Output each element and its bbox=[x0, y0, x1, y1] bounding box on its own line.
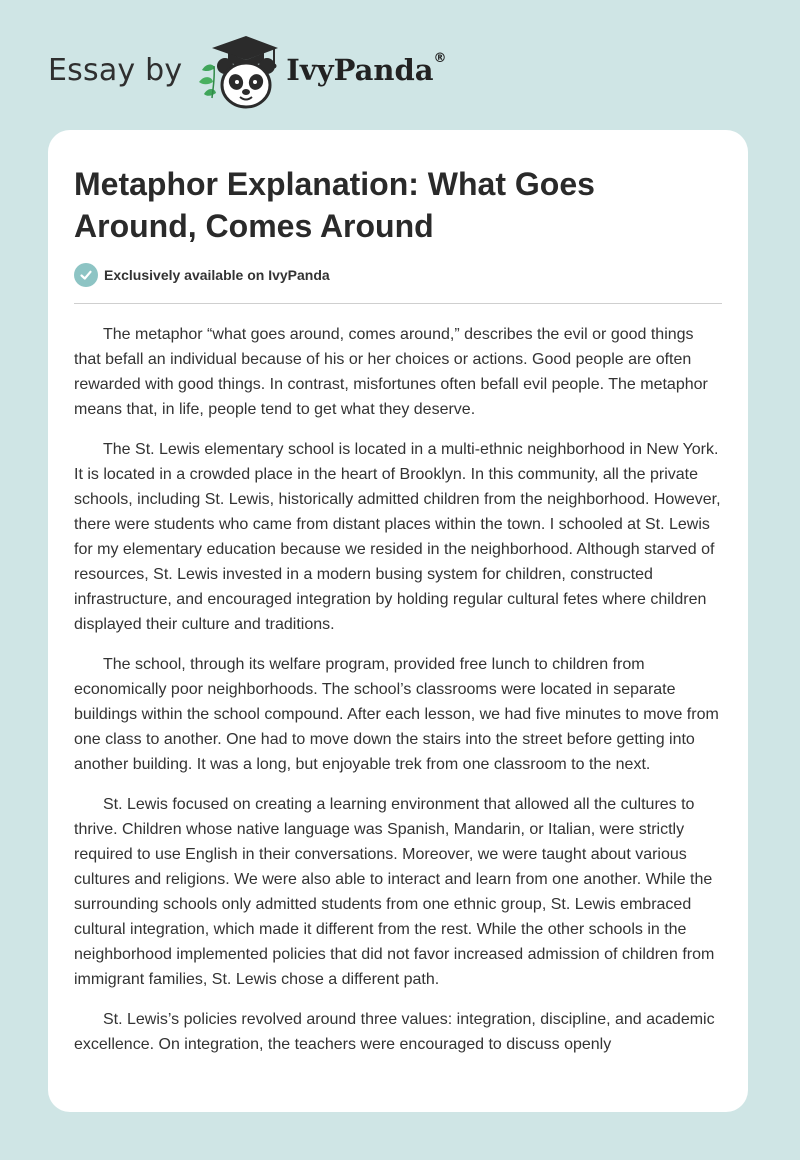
brand-name[interactable] bbox=[286, 53, 446, 87]
divider bbox=[74, 303, 722, 304]
brand-text: IvyPanda bbox=[286, 53, 434, 87]
essay-body bbox=[74, 322, 724, 1072]
paragraph: The St. Lewis elementary school is located in a multi-ethnic neighborhood in New York. It is located in a crowded place in the heart of Brooklyn. In this community, all the private schools, including St. Lewis, historically admitted children from the neighborhood. However, there were students who came from distant places within the town. I schooled at St. Lewis for my elementary education because we resided in the neighborhood. Although starved of resources, St. Lewis invested in a modern busing system for children, constructed infrastructure, and encouraged integration by holding regular cultural fetes where children displayed their culture and traditions. bbox=[74, 441, 721, 633]
panda-graduate-icon[interactable] bbox=[196, 30, 282, 110]
paragraph: St. Lewis focused on creating a learning environment that allowed all the cultures to thrive. Children whose native language was Spanish, Mandarin, or Italian, were strictly required to use English in their conversations. Moreover, we were taught about various cultures and religions. We were also able to interact and learn from one another. While the surrounding schools only admitted students from one ethnic group, St. Lewis embraced cultural integration, which made it different from the rest. While the other schools in the neighborhood implemented policies that did not favor increased admission of children from immigrant families, St. Lewis chose a different path. bbox=[74, 796, 715, 988]
check-icon bbox=[74, 263, 98, 287]
paragraph: The school, through its welfare program, provided free lunch to children from economically poor neighborhoods. The school’s classrooms were located in separate buildings within the school compound. After each lesson, we had five minutes to move from one class to another. One had to move down the stairs into the street before getting into another building. It was a long, but enjoyable trek from one classroom to the next. bbox=[74, 656, 719, 773]
trademark-symbol: ® bbox=[433, 51, 447, 66]
essay-card bbox=[48, 130, 748, 1112]
paragraph: The metaphor “what goes around, comes around,” describes the evil or good things that befall an individual because of his or her choices or actions. Good people are often rewarded with good things. In contrast, misfortunes often befall evil people. The metaphor means that, in life, people tend to get what they deserve. bbox=[74, 326, 708, 418]
paragraph: St. Lewis’s policies revolved around three values: integration, discipline, and academic excellence. On integration, the teachers were encouraged to discuss openly bbox=[74, 1011, 715, 1053]
exclusive-label: Exclusively available on IvyPanda bbox=[104, 267, 330, 283]
exclusive-badge bbox=[74, 263, 330, 287]
essay-by-label: Essay by bbox=[48, 52, 183, 88]
page-title: Metaphor Explanation: What Goes Around, Comes Around bbox=[74, 166, 595, 244]
ivy-leaf-icon bbox=[199, 64, 216, 98]
site-header bbox=[48, 30, 447, 110]
